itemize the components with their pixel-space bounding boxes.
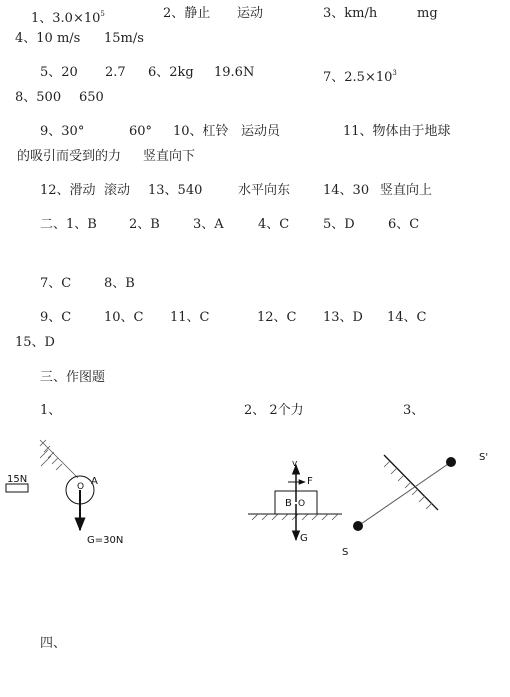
answer-q1: 1、$3.0\times 10^5$ [31,10,105,26]
connecting-line [358,462,451,526]
gravity-label: G [300,533,308,544]
answer-q14a: 14、30 [323,183,370,198]
answer-q4b: 15m/s [104,31,144,46]
figure-1-label: 1、 [40,403,62,418]
gravity-label: G=30N [87,535,124,546]
source-label: S [342,547,349,558]
drawing-heading: 三、作图题 [40,370,106,385]
hatched-ceiling [40,440,78,478]
answer-q6b: 19.6N [214,65,255,80]
answer-q10b: 运动员 [241,124,281,139]
choice-item: 14、C [387,310,427,325]
answer-q8b: 650 [79,90,104,105]
answer-q13b: 水平向东 [238,183,291,198]
choice-heading: 二、1、B [40,217,97,232]
answer-q4a: 4、10 m/s [15,31,81,46]
answer-q2b: 运动 [237,6,264,21]
choice-item: 4、C [258,217,290,232]
source-point [353,521,363,531]
velocity-label: v [292,459,298,469]
figure-1-gravity-diagram [6,440,123,546]
section-4-heading: 四、 [40,636,67,651]
answer-q11c: 竖直向下 [143,149,196,164]
figure-3-label: 3、 [403,403,425,418]
choice-item: 12、C [257,310,297,325]
center-label: O [77,482,85,492]
choice-item: 15、D [15,335,55,350]
answer-q11a: 11、物体由于地球 [343,124,451,139]
answer-q3a: 3、km/h [323,6,378,21]
scale-bar [6,484,28,492]
choice-item: 9、C [40,310,72,325]
answer-q10a: 10、杠铃 [173,124,229,139]
ground-hatching [252,514,338,520]
choice-item: 10、C [104,310,144,325]
answer-q8a: 8、500 [15,90,62,105]
mirror-hatching [384,461,432,509]
answer-q12b: 滚动 [104,183,131,198]
answer-q5: 5、20 [40,65,78,80]
figure-2-force-diagram [248,459,342,544]
figure-3-mirror-diagram [342,452,488,558]
choice-item: 7、C [40,276,72,291]
answer-q7: 7、$2.5\times 10^3$ [323,69,397,85]
answer-q9a: 9、30° [40,124,85,139]
scale-label: 15N [7,474,28,485]
choice-item: 5、D [323,217,355,232]
choice-item: 6、C [388,217,420,232]
answer-q13a: 13、540 [148,183,203,198]
answer-q3b: mg [417,6,438,21]
image-point [446,457,456,467]
answer-q5b: 2.7 [105,65,126,80]
answer-q14b: 竖直向上 [380,183,433,198]
answer-q9b: 60° [129,124,153,139]
choice-item: 3、A [193,217,224,232]
center-label: O [298,499,306,509]
point-label: A [91,476,98,487]
answer-q6a: 6、2kg [148,65,194,80]
block-label: B [285,498,292,509]
figure-2-label: 2、 2个力 [244,403,304,418]
choice-item: 13、D [323,310,363,325]
choice-item: 11、C [170,310,210,325]
choice-item: 8、B [104,276,135,291]
answer-q2a: 2、静止 [163,6,211,21]
answer-q12a: 12、滑动 [40,183,96,198]
image-label: S' [479,452,489,463]
force-label: F [307,476,313,487]
answer-q11b: 的吸引而受到的力 [17,149,122,164]
choice-item: 2、B [129,217,160,232]
